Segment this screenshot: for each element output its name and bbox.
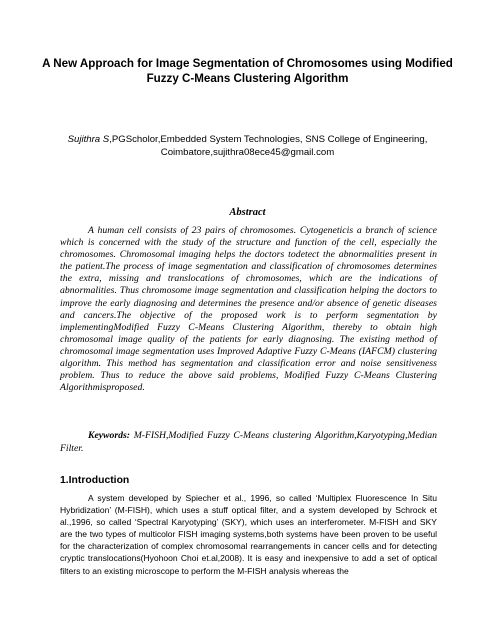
introduction-text: A system developed by Spiecher et al., 1996, so called ‘Multiplex Fluorescence In Situ Hybridization’ (M-FISH), which uses a stuff optical filter, and a system developed by Schrock et al.,1996, so called ‘Spectral Karyotyping’ (SKY), which uses an interferometer. M-FISH and SKY are the two types of multicolor FISH imaging systems,both systems have been proven to be useful for the characterization of complex chromosomal rearrangements in cancer cells and for detecting cryptic translocations(Hyohoon Choi et.al,2008). It is easy and inexpensive to add a set of optical filters to an existing microscope to perform the M-FISH analysis whereas the [60,493,437,576]
section-heading-introduction: 1.Introduction [60,475,130,486]
paper-title: A New Approach for Image Segmentation of Chromosomes using Modified Fuzzy C-Means Clustering Algorithm [42,57,453,85]
keywords-text: M-FISH,Modified Fuzzy C-Means clustering Algorithm,Karyotyping,Median Filter. [60,430,437,454]
abstract-heading: Abstract [229,207,266,218]
author-affiliation: ,PGScholor,Embedded System Technologies, SNS College of Engineering, Coimbatore,sujithra08ece45@gmail.com [109,134,428,158]
keywords-paragraph [60,430,437,455]
author-name: Sujithra S [67,134,110,145]
keywords-label: Keywords: [88,430,130,441]
abstract-text: A human cell consists of 23 pairs of chromosomes. Cytogeneticis a branch of science which is concerned with the study of the structure and function of the cell, especially the chromosomes. Chromosomal imaging helps the doctors todetect the abnormalities present in the patient.The process of image segmentation and classification of chromosomes determines the extra, missing and translocations of chromosomes, which are the indications of abnormalities. Thus chromosome image segmentation and classification helping the doctors to improve the early diagnosing and determines the presence and/or absence of genetic diseases and cancers.The objective of the proposed work is to perform segmentation by implementingModified Fuzzy C-Means Clustering Algorithm, thereby to obtain high chromosomal image quality of the patients for early diagnosing. The existing method of chromosomal image segmentation uses Improved Adaptive Fuzzy C-Means (IAFCM) clustering algorithm. This method has segmentation and classification error and noise sensitiveness problem. Thus to reduce the above said problems, Modified Fuzzy C-Means Clustering Algorithmisproposed. [60,225,437,394]
author-line [40,133,455,159]
